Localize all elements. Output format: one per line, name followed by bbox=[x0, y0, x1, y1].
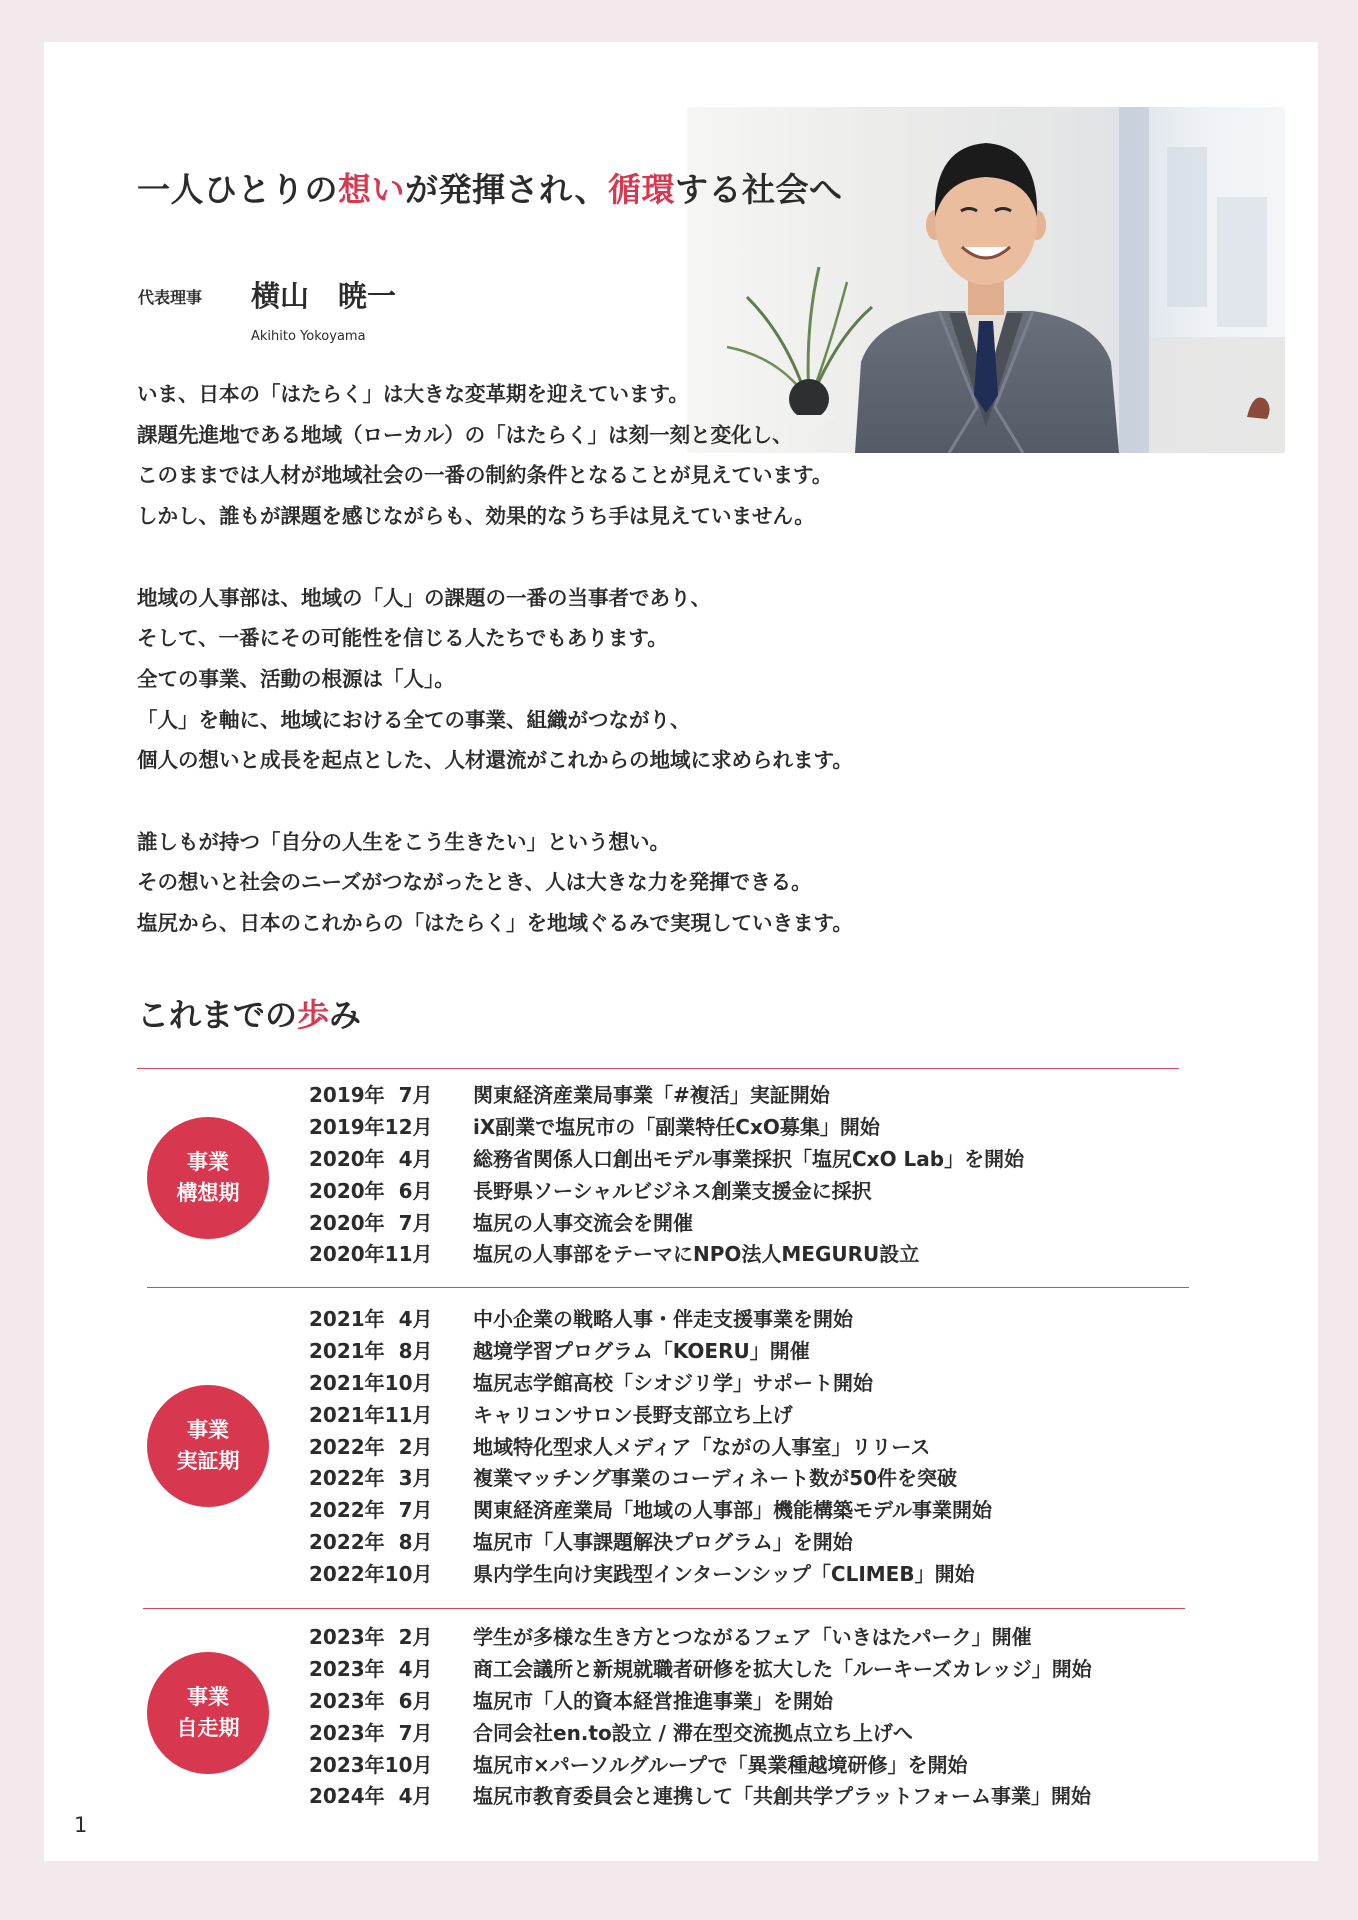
event-date: 2022年 2月 bbox=[309, 1434, 433, 1459]
event-row bbox=[0, 1495, 1200, 1527]
event-row bbox=[0, 1432, 1200, 1464]
message-paragraph bbox=[137, 374, 853, 537]
message-line: そして、一番にその可能性を信じる人たちでもあります。 bbox=[137, 626, 668, 651]
message-line: その想いと社会のニーズがつながったとき、人は大きな力を発揮できる。 bbox=[137, 870, 812, 895]
history-heading-segment: み bbox=[329, 996, 362, 1034]
page-title bbox=[137, 170, 842, 210]
event-date: 2021年 8月 bbox=[309, 1338, 433, 1363]
phase-badge-label: 実証期 bbox=[176, 1449, 240, 1473]
representative-name-romaji: Akihito Yokoyama bbox=[251, 329, 366, 344]
event-description: 越境学習プログラム「KOERU」開催 bbox=[473, 1338, 810, 1363]
title-highlight: 想い bbox=[338, 170, 405, 209]
message-line: 全ての事業、活動の根源は「人」。 bbox=[137, 666, 455, 691]
phase-divider bbox=[137, 1068, 1179, 1069]
event-description: 関東経済産業局事業「#複活」実証開始 bbox=[473, 1083, 830, 1107]
message-paragraph bbox=[137, 822, 853, 944]
event-row bbox=[0, 1112, 1200, 1144]
event-row bbox=[0, 1750, 1200, 1782]
phase-badge-label: 事業 bbox=[187, 1150, 229, 1174]
message-line: 誰しもが持つ「自分の人生をこう生きたい」という想い。 bbox=[137, 829, 670, 854]
event-description: 地域特化型求人メディア「ながの人事室」リリース bbox=[473, 1434, 931, 1459]
phase-badge-label: 事業 bbox=[187, 1685, 229, 1709]
title-segment: する社会へ bbox=[674, 170, 843, 209]
event-description: 塩尻市×パーソルグループで「異業種越境研修」を開始 bbox=[473, 1752, 968, 1777]
title-segment: 一人ひとりの bbox=[137, 170, 338, 209]
message-line: 課題先進地である地域（ローカル）の「はたらく」は刻一刻と変化し、 bbox=[137, 422, 793, 447]
event-description: iX副業で塩尻市の「副業特任CxO募集」開始 bbox=[473, 1114, 880, 1139]
event-row bbox=[0, 1559, 1200, 1591]
event-row bbox=[0, 1208, 1200, 1240]
event-description: 商工会議所と新規就職者研修を拡大した「ルーキーズカレッジ」開始 bbox=[473, 1656, 1092, 1681]
event-row bbox=[0, 1080, 1200, 1112]
event-list bbox=[0, 1304, 1200, 1591]
phase-badge-label: 事業 bbox=[187, 1418, 229, 1442]
message-line: 「人」を軸に、地域における全ての事業、組織がつながり、 bbox=[137, 707, 691, 732]
phase-badge-label: 構想期 bbox=[176, 1181, 240, 1205]
event-description: 塩尻市「人事課題解決プログラム」を開始 bbox=[473, 1530, 853, 1555]
event-description: 総務省関係人口創出モデル事業採択「塩尻CxO Lab」を開始 bbox=[473, 1146, 1025, 1171]
event-date: 2021年10月 bbox=[309, 1370, 433, 1395]
event-description: 複業マッチング事業のコーディネート数が50件を突破 bbox=[473, 1466, 958, 1491]
representative-name: 横山 暁一 bbox=[251, 279, 397, 313]
message-line: しかし、誰もが課題を感じながらも、効果的なうち手は見えていません。 bbox=[137, 504, 815, 529]
event-date: 2020年 4月 bbox=[309, 1146, 433, 1171]
event-row bbox=[0, 1686, 1200, 1718]
event-row bbox=[0, 1144, 1200, 1176]
history-heading-highlight: 歩 bbox=[297, 996, 330, 1034]
event-date: 2024年 4月 bbox=[309, 1784, 433, 1809]
event-date: 2020年 7月 bbox=[309, 1210, 433, 1235]
message-line: 個人の想いと成長を起点とした、人材還流がこれからの地域に求められます。 bbox=[137, 748, 853, 773]
message-line: いま、日本の「はたらく」は大きな変革期を迎えています。 bbox=[137, 382, 689, 406]
event-date: 2022年 3月 bbox=[309, 1466, 433, 1491]
event-row bbox=[0, 1527, 1200, 1559]
event-row bbox=[0, 1239, 1200, 1271]
event-list bbox=[0, 1080, 1200, 1271]
event-date: 2019年 7月 bbox=[309, 1083, 433, 1107]
message-body bbox=[137, 374, 853, 944]
event-row bbox=[0, 1463, 1200, 1495]
title-highlight: 循環 bbox=[607, 170, 675, 209]
event-row bbox=[0, 1368, 1200, 1400]
event-description: 中小企業の戦略人事・伴走支援事業を開始 bbox=[473, 1307, 853, 1331]
event-description: 合同会社en.to設立 / 滞在型交流拠点立ち上げへ bbox=[473, 1720, 913, 1745]
event-row bbox=[0, 1781, 1200, 1813]
event-description: 学生が多様な生き方とつながるフェア「いきはたパーク」開催 bbox=[473, 1625, 1032, 1649]
event-description: 関東経済産業局「地域の人事部」機能構築モデル事業開始 bbox=[473, 1498, 992, 1523]
history-heading bbox=[137, 995, 361, 1035]
phase-divider bbox=[143, 1608, 1185, 1609]
event-date: 2023年10月 bbox=[309, 1752, 433, 1777]
event-description: キャリコンサロン長野支部立ち上げ bbox=[473, 1402, 793, 1427]
event-description: 塩尻志学館高校「シオジリ学」サポート開始 bbox=[473, 1370, 873, 1395]
event-date: 2019年12月 bbox=[309, 1114, 433, 1139]
event-row bbox=[0, 1622, 1200, 1654]
page-number: 1 bbox=[74, 1813, 88, 1837]
event-row bbox=[0, 1176, 1200, 1208]
event-date: 2023年 2月 bbox=[309, 1625, 433, 1649]
event-description: 県内学生向け実践型インターンシップ「CLIMEB」開始 bbox=[473, 1562, 975, 1587]
title-segment: が発揮され、 bbox=[405, 170, 608, 209]
event-description: 塩尻市教育委員会と連携して「共創共学プラットフォーム事業」開始 bbox=[473, 1784, 1091, 1809]
event-row bbox=[0, 1400, 1200, 1432]
event-date: 2022年10月 bbox=[309, 1562, 433, 1587]
event-row bbox=[0, 1304, 1200, 1336]
event-description: 塩尻の人事部をテーマにNPO法人MEGURU設立 bbox=[473, 1242, 920, 1267]
event-date: 2020年11月 bbox=[309, 1242, 433, 1267]
event-row bbox=[0, 1654, 1200, 1686]
representative-role: 代表理事 bbox=[138, 288, 203, 307]
message-line: このままでは人材が地域社会の一番の制約条件となることが見えています。 bbox=[137, 463, 833, 488]
event-date: 2021年 4月 bbox=[309, 1307, 433, 1331]
event-date: 2020年 6月 bbox=[309, 1178, 433, 1203]
phase-divider bbox=[147, 1287, 1189, 1288]
message-line: 地域の人事部は、地域の「人」の課題の一番の当事者であり、 bbox=[137, 585, 711, 610]
event-date: 2023年 6月 bbox=[309, 1688, 433, 1713]
event-description: 長野県ソーシャルビジネス創業支援金に採択 bbox=[473, 1178, 872, 1203]
event-description: 塩尻の人事交流会を開催 bbox=[473, 1210, 693, 1235]
event-date: 2023年 4月 bbox=[309, 1656, 433, 1681]
event-date: 2022年 7月 bbox=[309, 1498, 433, 1523]
history-heading-segment: これまでの bbox=[137, 996, 298, 1034]
event-row bbox=[0, 1718, 1200, 1750]
event-description: 塩尻市「人的資本経営推進事業」を開始 bbox=[473, 1688, 833, 1713]
event-date: 2022年 8月 bbox=[309, 1530, 433, 1555]
event-date: 2023年 7月 bbox=[309, 1720, 433, 1745]
message-paragraph bbox=[137, 578, 853, 782]
phase-badge-label: 自走期 bbox=[176, 1716, 240, 1740]
event-list bbox=[0, 1622, 1200, 1813]
event-date: 2021年11月 bbox=[309, 1402, 433, 1427]
message-line: 塩尻から、日本のこれからの「はたらく」を地域ぐるみで実現していきます。 bbox=[137, 911, 853, 936]
event-row bbox=[0, 1336, 1200, 1368]
